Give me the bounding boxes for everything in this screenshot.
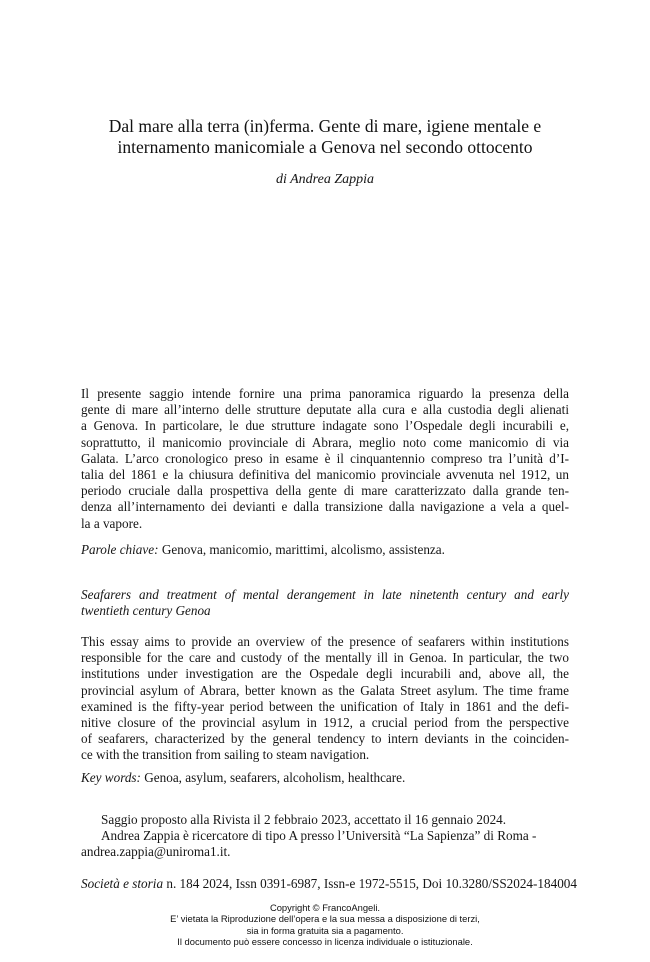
abstract-line: a Genova. In particolare, le due strutture indagate sono l’Ospedale degli incurabili e, xyxy=(81,418,569,434)
copyright-notice xyxy=(60,902,590,947)
copyright-line: sia in forma gratuita sia a pagamento. xyxy=(246,924,404,936)
abstract-line: institutions under investigation are the Ospedale degli incurabili and, above all, the xyxy=(81,666,569,682)
abstract-line: nitive closure of the provincial asylum in 1912, a crucial period from the perspective xyxy=(81,715,569,731)
copyright-line: E’ vietata la Riproduzione dell’opera e la sua messa a disposizione di terzi, xyxy=(170,913,480,925)
abstract-line: Il presente saggio intende fornire una prima panoramica riguardo la presenza della xyxy=(81,386,569,401)
keywords-label: Parole chiave: xyxy=(81,542,159,557)
article-notes xyxy=(81,812,569,861)
abstract-line: ce with the transition from sailing to steam navigation. xyxy=(81,747,370,763)
abstract-line: responsible for the care and custody of the mentally ill in Genoa. In particular, the two xyxy=(81,650,569,666)
abstract-line: of seafarers, characterized by the general tendency to intern deviants in the coinciden- xyxy=(81,731,569,747)
abstract-line: talia del 1861 e la chiusura definitiva del manicomio provinciale avvenuta nel 1912, un xyxy=(81,467,569,483)
english-title xyxy=(81,587,569,619)
title-line: internamento manicomiale a Genova nel secondo ottocento xyxy=(117,137,533,157)
keywords-text: Genoa, asylum, seafarers, alcoholism, healthcare. xyxy=(140,770,406,785)
english-keywords xyxy=(81,770,569,786)
english-abstract xyxy=(81,634,569,764)
italian-keywords xyxy=(81,542,569,558)
abstract-line: Galata. L’arco cronologico preso in esame è il cinquantennio compreso tra l’unità d’I- xyxy=(81,450,569,466)
english-title-line: twentieth century Genoa xyxy=(81,603,211,619)
abstract-line: provincial asylum of Abrara, better known as the Galata Street asylum. The time frame xyxy=(81,682,569,698)
journal-citation xyxy=(81,876,577,892)
article-title xyxy=(60,116,590,158)
english-title-line: Seafarers and treatment of mental derangement in late ninetenth century and early xyxy=(81,587,569,602)
abstract-line: soprattutto, il manicomio provinciale di Abrara, meglio noto come manicomio di via xyxy=(81,434,569,450)
keywords-text: Genova, manicomio, marittimi, alcolismo, assistenza. xyxy=(158,542,445,557)
abstract-line: la a vapore. xyxy=(81,515,143,531)
copyright-line: Copyright © FrancoAngeli. xyxy=(269,902,381,913)
abstract-line: examined is the fifty-year period between the unification of Italy in 1861 and the defi- xyxy=(81,698,569,714)
abstract-line: gente di mare all’interno delle strutture deputate alla cura e alla custodia degli alienati xyxy=(81,402,569,418)
keywords-label: Key words: xyxy=(81,770,141,785)
copyright-line: Il documento può essere concesso in licenza individuale o istituzionale. xyxy=(177,935,473,947)
title-line: Dal mare alla terra (in)ferma. Gente di mare, igiene mentale e xyxy=(108,116,542,136)
affiliation-note: Andrea Zappia è ricercatore di tipo A presso l’Università “La Sapienza” di Roma - xyxy=(101,828,537,844)
citation-details: n. 184 2024, Issn 0391-6987, Issn-e 1972-5515, Doi 10.3280/SS2024-184004 xyxy=(163,876,577,891)
author-email: andrea.zappia@uniroma1.it. xyxy=(81,844,231,860)
submission-note: Saggio proposto alla Rivista il 2 febbraio 2023, accettato il 16 gennaio 2024. xyxy=(101,812,507,827)
author-byline: di Andrea Zappia xyxy=(275,172,374,187)
abstract-line: periodo cruciale dalla prospettiva della gente di mare caratterizzato dalla grande ten- xyxy=(81,483,569,499)
journal-name: Società e storia xyxy=(81,876,164,891)
abstract-line: denza all’internamento dei devianti e dalla transizione dalla navigazione a vela a quel- xyxy=(81,499,569,515)
abstract-line: This essay aims to provide an overview of the presence of seafarers within institutions xyxy=(81,634,569,649)
italian-abstract xyxy=(81,386,569,532)
